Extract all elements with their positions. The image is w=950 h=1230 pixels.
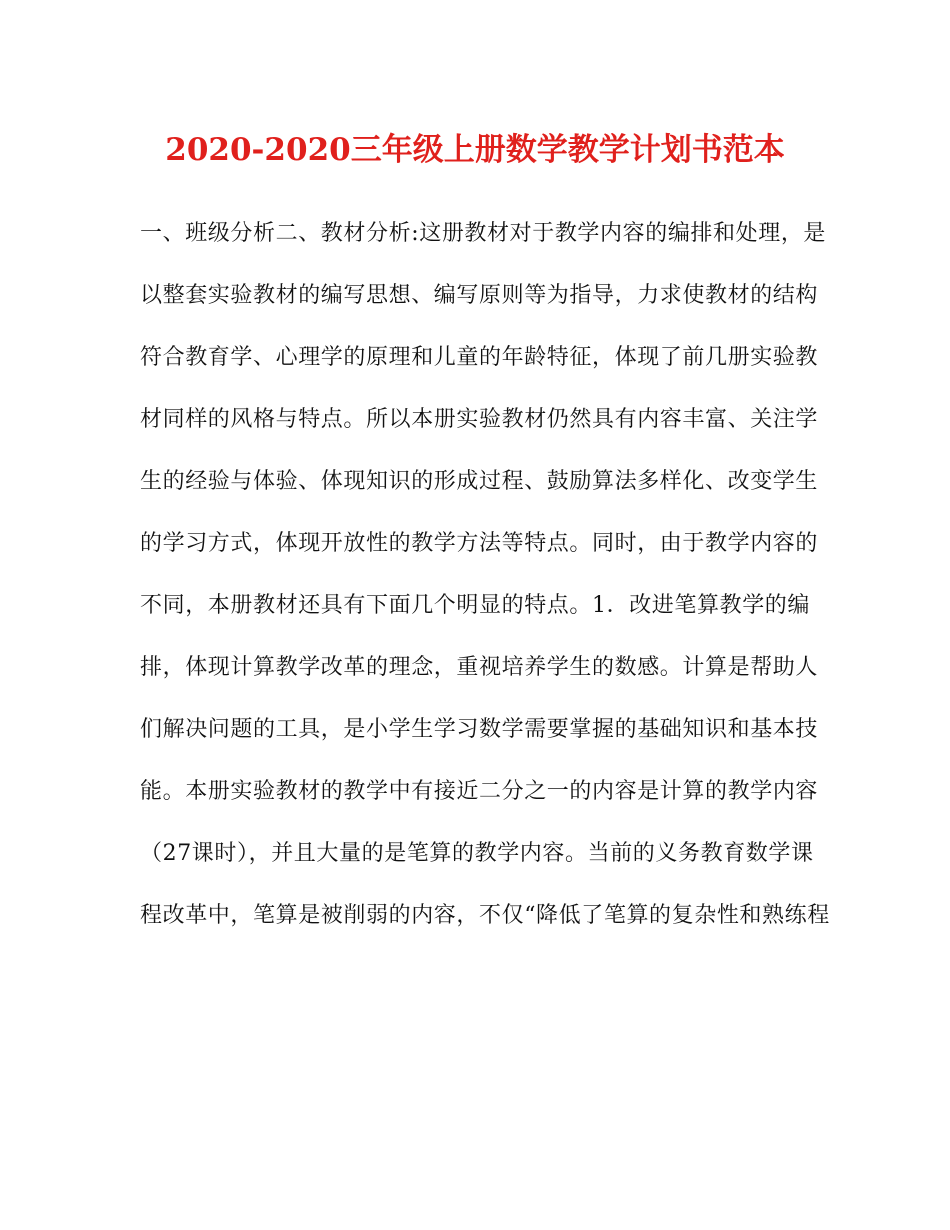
text-line: 程改革中，笔算是被削弱的内容，不仅“降低了笔算的复杂性和熟练程 [140, 903, 830, 928]
body-paragraph [140, 210, 830, 954]
text-line: 排，体现计算教学改革的理念，重视培养学生的数感。计算是帮助人 [140, 655, 819, 680]
text-line: （27课时），并且大量的是笔算的教学内容。当前的义务教育数学课 [140, 841, 814, 866]
text-line: 以整套实验教材的编写思想、编写原则等为指导，力求使教材的结构 [140, 283, 819, 308]
text-line: 不同，本册教材还具有下面几个明显的特点。1．改进笔算教学的编 [140, 593, 810, 618]
text-line: 材同样的风格与特点。所以本册实验教材仍然具有内容丰富、关注学 [140, 407, 819, 432]
text-line: 符合教育学、心理学的原理和儿童的年龄特征，体现了前几册实验教 [140, 345, 819, 370]
text-line: 生的经验与体验、体现知识的形成过程、鼓励算法多样化、改变学生 [140, 469, 819, 494]
document-title: 2020-2020三年级上册数学教学计划书范本 [165, 132, 785, 168]
text-line: 能。本册实验教材的教学中有接近二分之一的内容是计算的教学内容 [140, 779, 819, 804]
text-line: 一、班级分析二、教材分析:这册教材对于教学内容的编排和处理，是 [140, 221, 827, 246]
text-line: 的学习方式，体现开放性的教学方法等特点。同时，由于教学内容的 [140, 531, 819, 556]
text-line: 们解决问题的工具，是小学生学习数学需要掌握的基础知识和基本技 [140, 717, 819, 742]
